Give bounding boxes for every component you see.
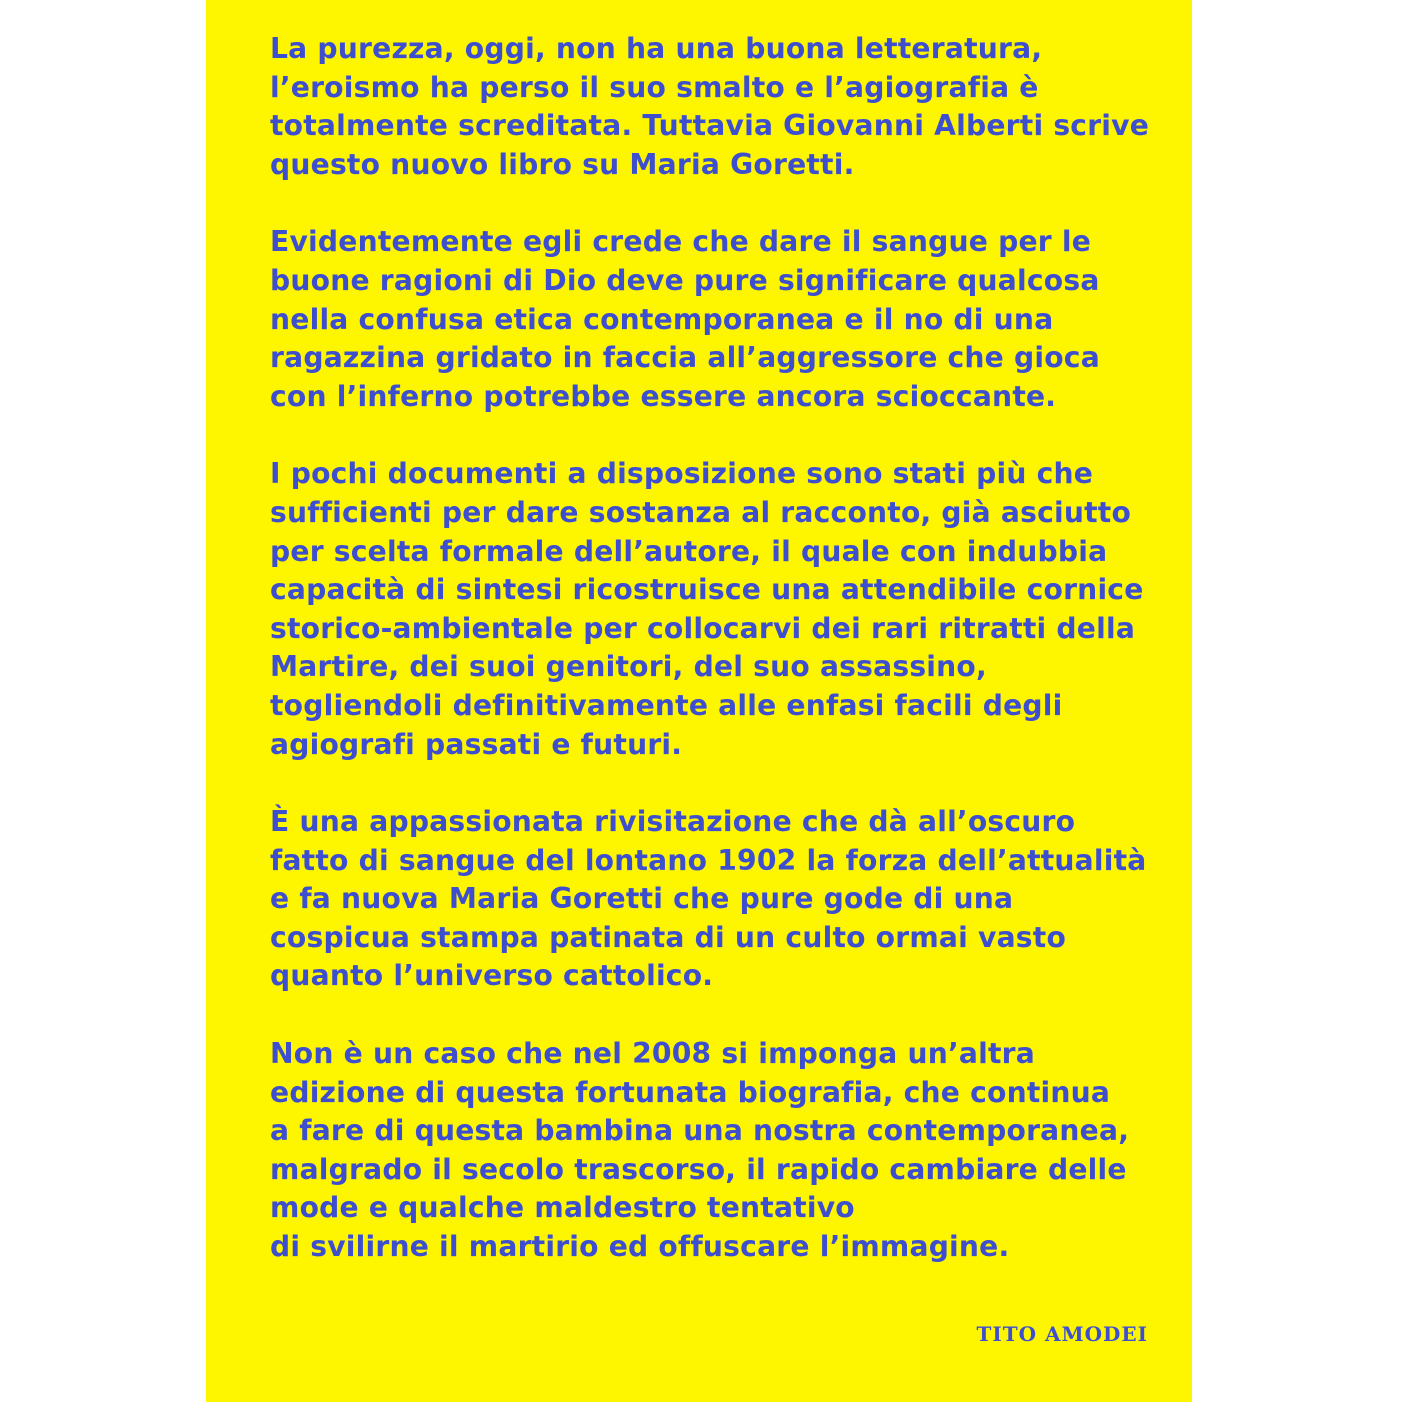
paragraph-3: [270, 455, 1180, 764]
text-line: ragazzina gridato in faccia all’aggressore che gioca: [270, 341, 1100, 375]
text-line: questo nuovo libro su Maria Goretti.: [270, 147, 855, 181]
text-line: cospicua stampa patinata di un culto ormai vasto: [270, 920, 1067, 954]
text-line: È una appassionata rivisitazione che dà all’oscuro: [270, 805, 1076, 839]
text-line: La purezza, oggi, non ha una buona letteratura,: [270, 32, 1043, 65]
paragraph-1: [270, 30, 1180, 184]
text-line: totalmente screditata. Tuttavia Giovanni Alberti scrive: [270, 109, 1150, 143]
paragraph-4: [270, 803, 1180, 996]
paragraph-5: [270, 1035, 1180, 1267]
text-line: togliendoli definitivamente alle enfasi facili degli: [270, 688, 1063, 722]
text-line: quanto l’universo cattolico.: [270, 959, 714, 993]
text-line: l’eroismo ha perso il suo smalto e l’agiografia è: [270, 70, 1039, 104]
book-back-cover: [206, 0, 1192, 1402]
text-line: buone ragioni di Dio deve pure significare qualcosa: [270, 263, 1100, 297]
text-line: con l’inferno potrebbe essere ancora scioccante.: [270, 379, 1057, 413]
text-line: Evidentemente egli crede che dare il sangue per le: [270, 225, 1092, 259]
text-line: fatto di sangue del lontano 1902 la forza dell’attualità: [270, 843, 1147, 877]
text-line: storico-ambientale per collocarvi dei rari ritratti della: [270, 611, 1136, 645]
text-line: di svilirne il martirio ed offuscare l’immagine.: [270, 1230, 1010, 1264]
text-line: mode e qualche maldestro tentativo: [270, 1191, 855, 1225]
text-line: e fa nuova Maria Goretti che pure gode di una: [270, 882, 1014, 916]
text-line: sufficienti per dare sostanza al racconto, già asciutto: [270, 495, 1132, 529]
text-line: a fare di questa bambina una nostra contemporanea,: [270, 1114, 1130, 1148]
text-line: per scelta formale dell’autore, il quale con indubbia: [270, 534, 1108, 568]
text-line: nella confusa etica contemporanea e il no di una: [270, 302, 1054, 336]
author-signature: TITO AMODEI: [976, 1322, 1148, 1346]
text-line: edizione di questa fortunata biografia, che continua: [270, 1075, 1111, 1109]
text-line: Non è un caso che nel 2008 si imponga un’altra: [270, 1037, 1035, 1071]
text-line: Martire, dei suoi genitori, del suo assassino,: [270, 650, 987, 684]
text-line: I pochi documenti a disposizione sono stati più che: [270, 457, 1094, 491]
blurb-text: [270, 30, 1180, 1306]
text-line: agiografi passati e futuri.: [270, 727, 683, 761]
text-line: malgrado il secolo trascorso, il rapido cambiare delle: [270, 1152, 1127, 1186]
paragraph-2: [270, 223, 1180, 416]
text-line: capacità di sintesi ricostruisce una attendibile cornice: [270, 573, 1144, 607]
